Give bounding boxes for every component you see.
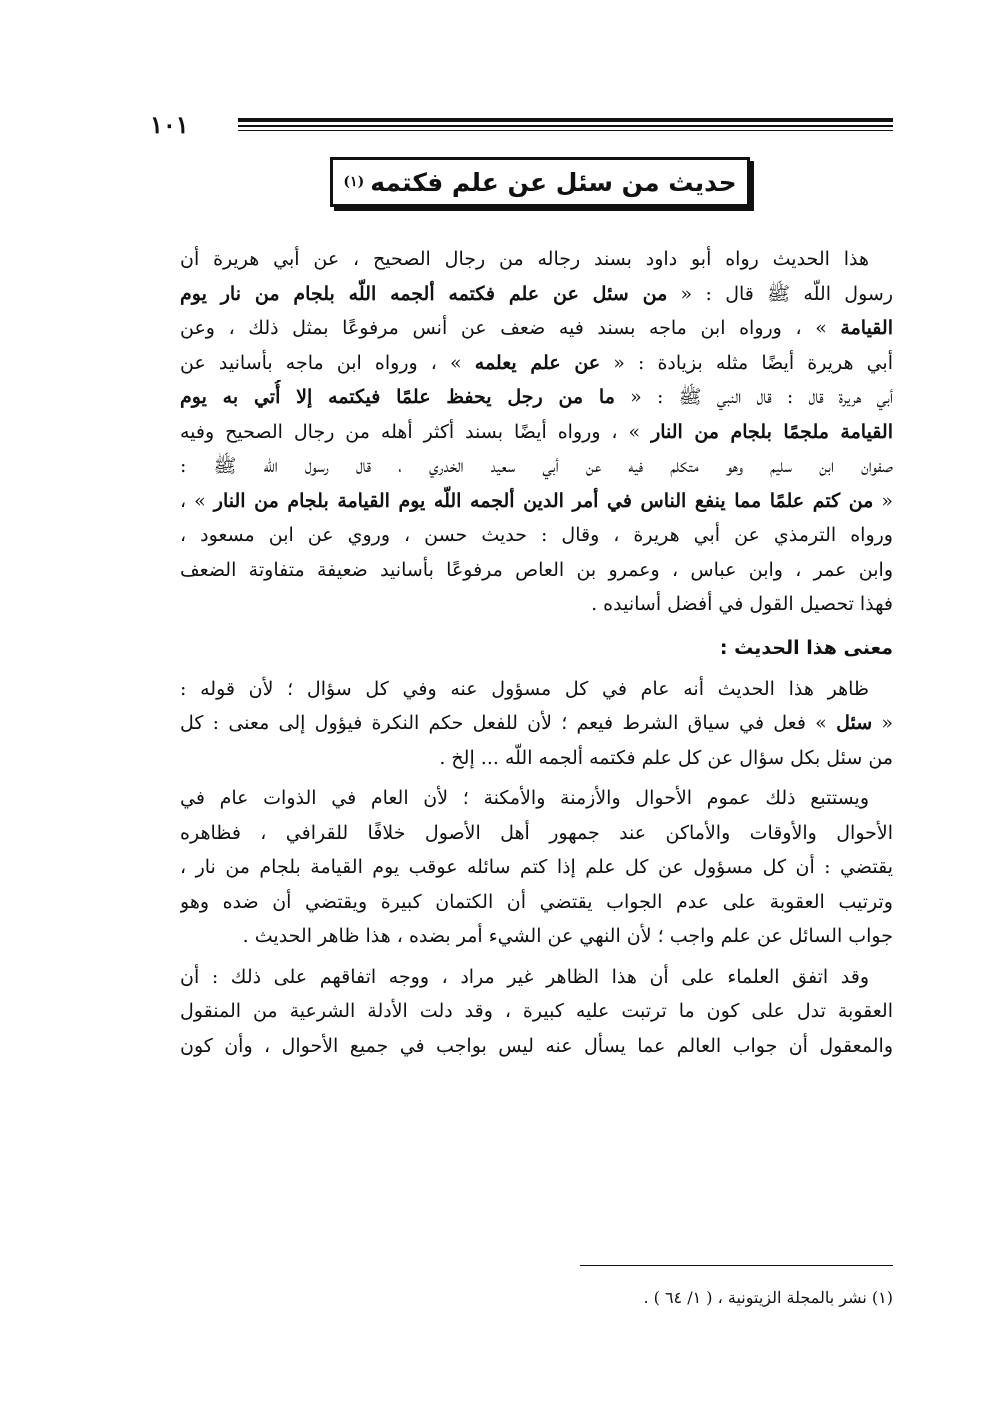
- hadith-quote: من سئل عن علم فكتمه ألجمه اللّه بلجام من نار يوم: [180, 282, 668, 305]
- text-line: الأحوال والأوقات والأماكن عند جمهور أهل الأصول خلافًا للقرافي ، فظاهره: [180, 821, 893, 844]
- text-line: يقتضي : أن كل مسؤول عن كل علم إذا كتم سائله عوقب يوم القيامة بلجام من نار ،: [180, 856, 893, 878]
- chapter-title: حديث من سئل عن علم فكتمه: [370, 167, 737, 197]
- hadith-quote: من كتم علمًا مما ينفع الناس في أمر الدين ألجمه اللّه يوم القيامة بلجام من النار: [213, 489, 874, 512]
- text-line: ويستتبع ذلك عموم الأحوال والأزمنة والأمكنة ؛ لأن العام في الذوات عام في: [180, 787, 869, 809]
- section-heading: معنى هذا الحديث :: [719, 636, 893, 659]
- paragraph-4: [180, 960, 893, 1064]
- hadith-quote: ما من رجل يحفظ علمًا فيكتمه إلا أُتي به يوم: [180, 386, 615, 408]
- hadith-quote: سئل: [836, 712, 873, 734]
- text-line: « سئل » فعل في سياق الشرط فيعم ؛ لأن للفعل حكم النكرة فيؤول إلى معنى : كل: [180, 712, 893, 734]
- text-line: أبي هريرة قال : قال النبي ﷺ : « ما من رجل يحفظ علمًا فيكتمه إلا أُتي به يوم: [180, 386, 893, 408]
- chapter-title-box: [330, 157, 750, 207]
- footnote: (١) نشر بالمجلة الزيتونية ، ( ١/ ٦٤ ) .: [643, 1288, 893, 1307]
- text-line: جواب السائل عن علم واجب ؛ لأن النهي عن الشيء أمر بضده ، هذا ظاهر الحديث .: [242, 925, 893, 947]
- text-line: أبي هريرة أيضًا مثله بزيادة : « عن علم يعلمه » ، ورواه ابن ماجه بأسانيد عن: [180, 351, 893, 374]
- text-line: « من كتم علمًا مما ينفع الناس في أمر الدين ألجمه اللّه يوم القيامة بلجام من النار » ،: [180, 489, 893, 512]
- hadith-quote: عن علم يعلمه: [474, 351, 601, 374]
- hadith-quote: القيامة: [840, 317, 893, 339]
- text-line: رسول اللّه ﷺ قال : « من سئل عن علم فكتمه ألجمه اللّه بلجام من نار يوم: [180, 282, 893, 305]
- paragraph-2: [180, 672, 893, 776]
- footnote-separator: [580, 1265, 893, 1266]
- page-header: [150, 110, 893, 140]
- text-line: العقوبة تدل على كون ما ترتبت عليه كبيرة ، وقد دلت الأدلة الشرعية من المنقول: [180, 1000, 893, 1022]
- text-line: من سئل بكل سؤال عن كل علم فكتمه ألجمه اللّه ... إلخ .: [439, 746, 893, 769]
- paragraph-1: [180, 242, 893, 622]
- text-line: وترتيب العقوبة على عدم الجواب يقتضي أن الكتمان كبيرة ويقتضي أن ضده وهو: [180, 890, 893, 913]
- text-line: والمعقول أن جواب العالم عما يسأل عنه ليس بواجب في جميع الأحوال ، وأن كون: [180, 1034, 893, 1057]
- text-line: فهذا تحصيل القول في أفضل أسانيده .: [591, 593, 893, 615]
- header-rule: [238, 118, 893, 131]
- paragraph-3: [180, 781, 893, 954]
- page-number: ١٠١: [150, 110, 189, 139]
- text-line: وقد اتفق العلماء على أن هذا الظاهر غير مراد ، ووجه اتفاقهم على ذلك : أن: [180, 965, 869, 988]
- text-line: ظاهر هذا الحديث أنه عام في كل مسؤول عنه وفي كل سؤال ؛ لأن قوله :: [180, 677, 869, 700]
- title-footnote-ref: (١): [343, 174, 365, 190]
- text-line: صفوان ابن سليم وهو متكلم فيه عن أبي سعيد الخدري ، قال رسول اللّه ﷺ :: [180, 455, 893, 477]
- text-line: هذا الحديث رواه أبو داود بسند رجاله من رجال الصحيح ، عن أبي هريرة أن: [180, 248, 869, 270]
- text-line: القيامة ملجمًا بلجام من النار » ، ورواه أيضًا بسند أكثر أهله من رجال الصحيح وفيه: [180, 420, 893, 443]
- text-line: القيامة » ، ورواه ابن ماجه بسند فيه ضعف عن أنس مرفوعًا بمثل ذلك ، وعن: [180, 317, 893, 339]
- hadith-quote: القيامة ملجمًا بلجام من النار: [651, 420, 893, 443]
- text-line: ورواه الترمذي عن أبي هريرة ، وقال : حديث حسن ، وروي عن ابن مسعود ،: [180, 524, 893, 546]
- text-line: وابن عمر ، وابن عباس ، وعمرو بن العاص مرفوعًا بأسانيد ضعيفة متفاوتة الضعف: [180, 558, 893, 581]
- body-text: [180, 242, 893, 1063]
